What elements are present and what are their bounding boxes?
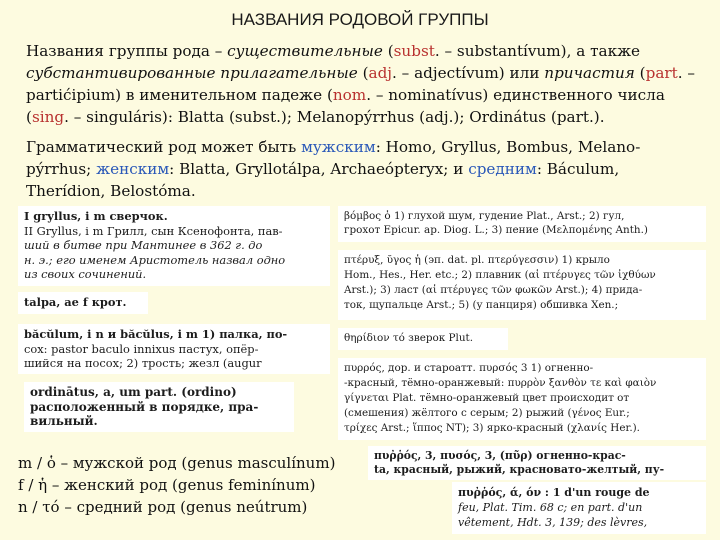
- dict-entry-baculum: [18, 324, 330, 374]
- term-substantivized-adjectives: субстантивированные прилагательные: [26, 64, 358, 82]
- term-masculine: мужским: [301, 138, 376, 156]
- entry-line: Arst.); 3) ласт (αἱ πτέρυγες τῶν φωκῶν Arst.); 4) прида-: [344, 284, 643, 296]
- dict-entry-pyrrhos-french: [452, 482, 706, 534]
- entry-line: ший в битве при Мантинее в 362 г. до: [24, 238, 263, 253]
- text-run: : Blatta, Gryllotálpa, Archaeópteryx; и: [169, 160, 469, 178]
- entry-line: Hom., Hes., Her. etc.; 2) плавник (αἱ πτέρυγες τῶν ἰχθύων: [344, 269, 656, 281]
- text-run: . – partićipium) в именительном падеже (: [26, 64, 695, 104]
- entry-line: II Gryllus, i m Грилл, сын Ксенофонта, пав-: [24, 223, 283, 238]
- entry-line: н. э.; его именем Аристотель назвал одно: [24, 252, 286, 267]
- entry-line: πυῤῥός, 3, πυσός, 3, (πῦρ) огненно-крас-: [374, 449, 626, 462]
- entry-line: τρίχες Arst.; ἵππος NT); 3) ярко-красный (χλανίς Her.).: [344, 422, 640, 434]
- entry-line: cox: pastor baculo innixus пастух, опёр-: [24, 341, 259, 356]
- abbr-nom: nom: [332, 86, 367, 104]
- entry-line: ток, щупальце Arst.; 5) (у панциря) обшивка Xen.;: [344, 299, 619, 311]
- legend-masculine: m / ὁ – мужской род (genus masculínum): [18, 454, 336, 472]
- legend-neuter: n / τό – средний род (genus neútrum): [18, 498, 308, 516]
- text-run: : Homo, Gryllus, Bombus, Melano-pýrrhus;: [26, 138, 641, 178]
- entry-line: πτέρυξ, ῠγος ἡ (эп. dat. pl. πτερύγεσσιν) 1) крыло: [344, 254, 610, 266]
- entry-line: γίγνεται Plat. тёмно-оранжевый цвет происходит от: [344, 392, 630, 404]
- term-feminine: женским: [96, 160, 170, 178]
- dict-entry-ordinatus: [24, 382, 294, 432]
- intro-paragraph: [26, 40, 698, 128]
- entry-line: ta, красный, рыжий, красновато-желтый, пу-: [374, 463, 665, 476]
- text-run: Грамматический род может быть: [26, 138, 302, 156]
- entry-line: băcŭlum, i n и băcŭlus, i m 1) палка, по-: [24, 327, 288, 341]
- text-run: . – adjectívum) или: [392, 64, 545, 82]
- page-title: НАЗВАНИЯ РОДОВОЙ ГРУППЫ: [231, 10, 489, 29]
- dict-entry-pyrrhos: [338, 358, 706, 440]
- dict-entry-pyrrhos-bold: [368, 446, 706, 480]
- text-run: . – nominatívus) единственного числа (: [26, 86, 665, 126]
- legend-feminine: f / ἡ – женский род (genus feminínum): [18, 476, 316, 494]
- term-neuter: средним: [468, 160, 537, 178]
- dict-entry-bombos: [338, 206, 706, 242]
- entry-line: πυῤῥός, ά, όν : 1 d'un rouge de: [458, 486, 650, 499]
- entry-line: из своих сочинений.: [24, 267, 147, 282]
- text-run: . – substantívum), а также: [434, 42, 641, 60]
- entry-line: talpa, ae f крот.: [24, 295, 127, 309]
- dict-entry-theridion: [338, 328, 508, 350]
- text-run: . – singuláris): Blatta (subst.); Melanopýrrhus (adj.); Ordinátus (part.).: [64, 108, 605, 126]
- abbr-subst: subst: [393, 42, 435, 60]
- gender-legend: [18, 452, 358, 518]
- entry-line: -красный, тёмно-оранжевый: πυρρὸν ξανθὸν τε καὶ φαιὸν: [344, 377, 657, 389]
- entry-line: feu, Plat. Tim. 68 c; en part. d'un: [458, 501, 643, 514]
- text-run: (: [634, 64, 646, 82]
- entry-line: (смешения) жёлтого с серым; 2) рыжий (γένος Eur.;: [344, 407, 630, 419]
- abbr-sing: sing: [31, 108, 65, 126]
- entry-line: ordinātus, a, um part. (ordino): [30, 385, 237, 399]
- abbr-part: part: [645, 64, 678, 82]
- entry-line: θηρίδιον τό зверок Plut.: [344, 332, 474, 344]
- text-run: : Báculum, Therídion, Belostóma.: [26, 160, 620, 200]
- abbr-adj: adj: [368, 64, 393, 82]
- entry-line: шийся на посох; 2) трость; жезл (augur: [24, 356, 262, 371]
- entry-line: πυρρός, дор. и староатт. πυρσός 3 1) огненно-: [344, 362, 594, 374]
- gender-paragraph: [26, 136, 698, 202]
- entry-line: vêtement, Hdt. 3, 139; des lèvres,: [458, 516, 648, 529]
- dict-entry-pteryx: [338, 250, 706, 320]
- term-substantive: существительные: [227, 42, 383, 60]
- dict-entry-talpa: [18, 292, 148, 314]
- entry-line: грохот Epicur. ap. Diog. L.; 3) пение (Μελπομένης Anth.): [344, 224, 648, 236]
- entry-line: I gryllus, i m сверчок.: [24, 209, 168, 223]
- text-run: Названия группы рода –: [26, 42, 228, 60]
- entry-line: вильный.: [30, 414, 98, 429]
- term-participles: причастия: [544, 64, 635, 82]
- entry-line: расположенный в порядке, пра-: [30, 399, 259, 414]
- entry-line: βόμβος ὁ 1) глухой шум, гудение Plat., Arst.; 2) гул,: [344, 210, 625, 222]
- dict-entry-gryllus: [18, 206, 330, 286]
- text-run: (: [382, 42, 394, 60]
- text-run: (: [357, 64, 369, 82]
